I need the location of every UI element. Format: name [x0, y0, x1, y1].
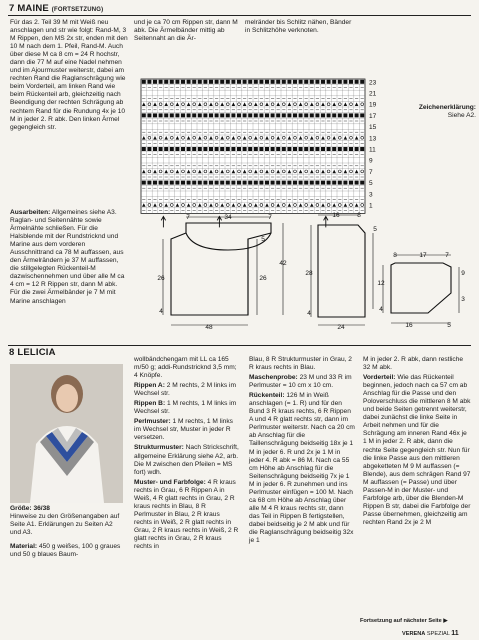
chart-row-label: 1 [369, 202, 373, 210]
dim-sleeve-bottom-r: 5 [447, 322, 451, 329]
section-title-maine: 7 MAINE (FORTSETZUNG) [9, 3, 104, 14]
chart-row-label: 3 [369, 191, 373, 199]
dim-sleeve-left-a: 12 [377, 280, 385, 287]
garment-schematic [133, 202, 475, 333]
lelicia-col3 [249, 356, 355, 547]
dim-back-total: 42 [279, 260, 287, 267]
arrow-right-icon: ▶ [443, 618, 448, 624]
dim-sleeve-right-b: 3 [461, 296, 465, 303]
dim-sleeve-l: 8 [393, 252, 397, 259]
maine-ausarbeiten: Ausarbeiten: Allgemeines siehe A3. Raglan- und Seitennähte sowie Ärmelnähte schließen. Für die Halsblende mit der Rundstricknd und Marine aus dem vorderen Ausschnittrand ca 78 M auffassen, aus den Ärmelrändern je 37 M auffassen, die stillgelegten Rückenteil-M dazwischennehmen und über alle M ca 4 cm = 12 R Rippen str, dann M abk. Für die zwei Ärmelbänder je 7 M mit Marine anschlagen [10, 209, 125, 305]
paragraph: Strukturmuster: Nach Strickschrift, allgemeine Erklärung siehe A2, arb. Die M zwischen den Pfeilen = MS fort) wdh. [134, 444, 239, 476]
paragraph: Rippen A: 2 M rechts, 2 M links im Wechsel str. [134, 382, 236, 398]
maine-col3: melränder bis Schlitz nähen, Bänder in Schlitzhöhe verknoten. [245, 19, 352, 35]
knitting-chart [133, 77, 395, 210]
paragraph: Rückenteil: 126 M in Weiß anschlagen (= 1. R) und für den Bund 3 R kraus rechts, 6 R Rippen A und 4 R glatt rechts str, dann im Perlmuster weiterstr. Nach ca 20 cm ab Anschlag für die Taillenschrägung beidseitig 18x je 1 M in jeder 6. R und 2x je 1 M in jeder 4. R abk = 86 M. Nach ca 55 cm Höhe ab Anschlag für die Seitenschrägung beidseitig 7x je 1 M in jeder 6. R zunehmen und ins Perlmuster einfügen = 100 M. Nach ca 68 cm Höhe ab Anschlag über alle M 4 R kraus rechts str, dann das Teil in Rippen B fertigstellen, dabei beidseitig je 2 M abk und für die Raglanschrägung beidseitig 32x je 1 [249, 392, 355, 545]
back-piece-outline [318, 225, 365, 317]
dim-sleeve-right-a: 9 [461, 270, 465, 277]
paragraph: Perlmuster: 1 M rechts, 1 M links im Wechsel str, Muster in jeder R versetzen. [134, 418, 233, 442]
dim-back-h: 28 [305, 270, 313, 277]
chart-row-label: 23 [369, 79, 377, 87]
paragraph: Vorderteil: Wie das Rückenteil beginnen, jedoch nach ca 57 cm ab Anschlag für die Passe und den Poloverschluss die mittleren 8 M abk und beide Seiten getrennt weiterstr, dabei zunächst die linke Seite in Arbeit nehmen und für die Schrägung am inneren Rand 46x je 1 M in jeder 2. R abk, dann die rechte Seite gegengleich str. Nun für die linke Passe aus den mittleren abgeketteten M 9 M auffassen (= Blende), aus dem schrägen Rand 97 M auffassen (= Passe) und über Passen-M in der Muster- und Farbfolge arb, über die Blenden-M Rippen B str, dabei die Farbfolge der Passe übernehmen, gleichzeitig am rechten Rand 2x je 2 M [363, 374, 471, 526]
paragraph: Rippen B: 1 M rechts, 1 M links im Wechsel str. [134, 400, 237, 416]
paragraph: M in jeder 2. R abk, dann restliche 32 M abk. [363, 356, 464, 372]
dim-front-neck: 34 [224, 214, 232, 221]
header-rule [8, 15, 471, 16]
dim-sleeve-bottom: 16 [405, 322, 413, 329]
chart-row-label: 15 [369, 124, 377, 132]
lelicia-col1: Größe: 36/38 Hinweise zu den Größenangaben auf Seite A1. Erklärungen zu Seiten A2 und A3. Material: 450 g weißes, 100 g graues und 50 g blaues Baum- [10, 505, 121, 559]
dim-front-shoulder: 5 [261, 236, 265, 243]
maine-col2: und je ca 70 cm Rippen str, dann M abk. Die Ärmelbänder mittig ab Seitennaht an die Är- [134, 19, 238, 43]
dim-back-width: 24 [337, 324, 345, 331]
dim-sleeve-r: 7 [445, 252, 449, 259]
paragraph: Muster- und Farbfolge: 4 R kraus rechts in Grau, 6 R Rippen A in Weiß, 4 R glatt rechts in Grau, 2 R kraus rechts in Blau, 8 R Perlmuster in Blau, 2 R kraus rechts in Weiß, 2 R glatt rechts in Grau, 2 R kraus rechts in Weiß, 2 R glatt rechts in Grau, 2 R kraus rechts in [134, 478, 239, 551]
chart-row-label: 21 [369, 90, 377, 98]
dim-back-right: 5 [373, 226, 377, 233]
page-footer: VERENA SPEZIAL 11 [402, 630, 459, 637]
chart-row-label: 19 [369, 101, 377, 109]
lelicia-col2 [134, 356, 239, 553]
section-rule [8, 345, 471, 346]
dim-front-bottom-h: 4 [159, 308, 163, 315]
paragraph: Blau, 8 R Strukturmuster in Grau, 2 R kraus rechts in Blau. [249, 356, 352, 372]
chart-row-label: 13 [369, 135, 377, 143]
dim-front-top: 7 [186, 214, 190, 221]
dim-front-width: 48 [205, 324, 213, 331]
model-illustration [10, 364, 123, 503]
dim-back-shoulder: 8 [357, 212, 361, 219]
model-photo [10, 364, 123, 503]
chart-row-label: 11 [369, 146, 376, 154]
maine-col1: Für das 2. Teil 39 M mit Weiß neu anschlagen und str wie folgt: Rand-M, 3 M Rippen, den MS 2x str, enden mit den 10 M nach dem 1. Pfeil, Rand-M. Auch über diese M ca 8 cm = 24 R hochstr, dann die 77 M auf eine Nadel nehmen und im Ajourmuster weiterstr, dabei am rechten Rand die Raglanschrägung wie beim Vorderteil, am linken Rand wie beim Rückenteil arb, gleichzeitig nach Beendigung der rechten Schrägung ab rechtem Rand für die Rundung 4x je 10 M in jeder 2. R abk. Den linken Ärmel gegengleich str. [10, 19, 128, 131]
dim-sleeve-m: 17 [419, 252, 427, 259]
dim-back-top: 16 [332, 212, 340, 219]
chart-row-label: 9 [369, 157, 373, 165]
dim-front-left-h: 26 [157, 275, 165, 282]
chart-row-label: 7 [369, 168, 373, 176]
dim-back-bottom: 4 [307, 310, 311, 317]
dim-sleeve-left-b: 4 [379, 306, 383, 313]
dim-front-side: 7 [268, 214, 272, 221]
paragraph: wollbändchengarn mit LL ca 165 m/50 g; addi-Rundstricknd 3,5 mm; 4 Knöpfe. [134, 356, 237, 380]
section-title-lelicia: 8 LELICIA [9, 347, 56, 358]
legend: Zeichenerklärung: Siehe A2. [418, 104, 476, 120]
paragraph: Maschenprobe: 23 M und 33 R im Perlmuster = 10 cm x 10 cm. [249, 374, 352, 390]
chart-row-label: 5 [369, 180, 373, 188]
chart-row-label: 17 [369, 112, 377, 120]
sleeve-outline [391, 263, 451, 313]
dim-front-right-h: 26 [259, 275, 267, 282]
continued-note: Fortsetzung auf nächster Seite ▶ [360, 618, 448, 624]
lelicia-col4 [363, 356, 471, 529]
page-number: 11 [451, 630, 459, 637]
